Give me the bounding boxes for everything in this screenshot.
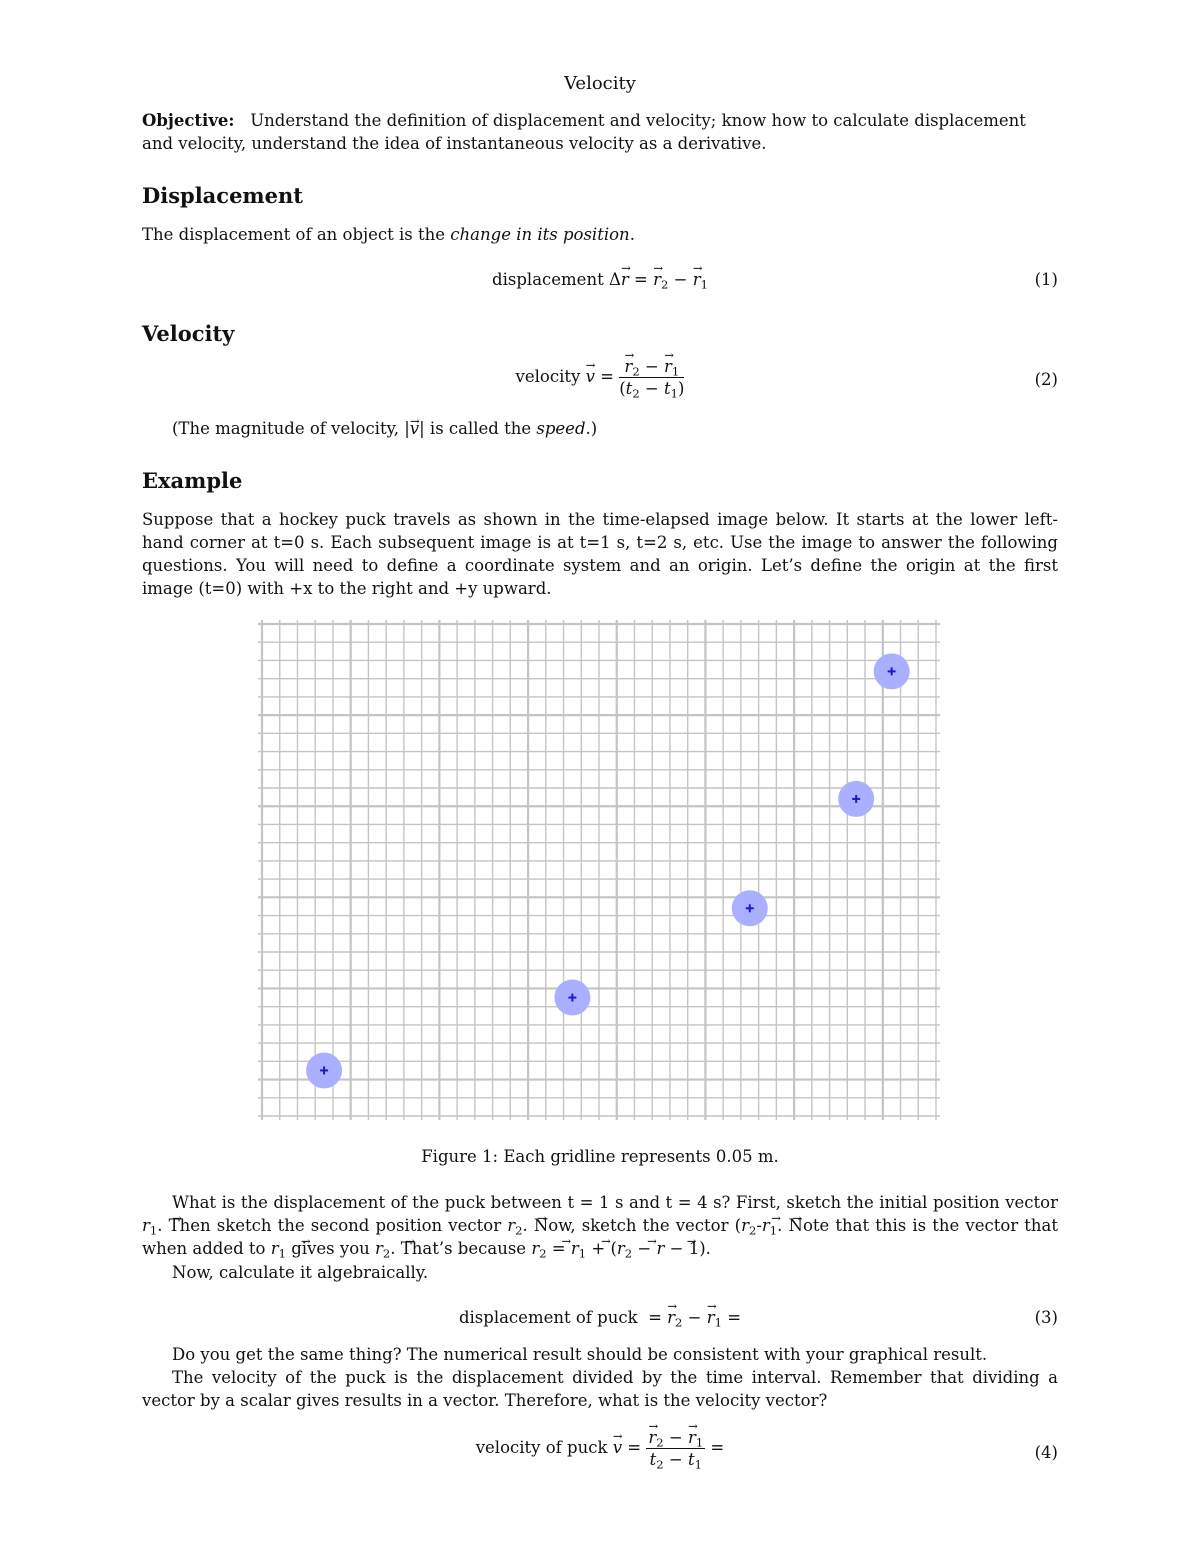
figure-caption: Figure 1: Each gridline represents 0.05 m. [421,1147,779,1166]
question-text-b: . Then sketch the second position vector [157,1216,508,1235]
objective-label: Objective: [142,111,235,130]
speed-note: (The magnitude of velocity, |→ v| is called the speed.) [172,417,597,440]
question-text-d: . Note that this is the vector that when added to [142,1216,1058,1258]
equation-2-label: velocity [515,367,581,386]
displacement-text: The displacement of an object is the [142,225,451,244]
equation-3-number: (3) [1034,1308,1058,1327]
equation-1: displacement Δ→ r = → $r_2$ − → $r_1$ [0,270,1200,289]
question-text-a: What is the displacement of the puck between t = 1 s and t = 4 s? First, sketch the initial position vector [172,1193,1058,1212]
puck-grid-figure [258,620,940,1120]
question-paragraph: What is the displacement of the puck between t = 1 s and t = 4 s? First, sketch the initial position vector → $r_1$. Then sketch the second position vector → $r_2$. Now, sketch the vector (→ $r_2-\to r_1$. Note that this is the vector that when added to → $r_1$ gives you → $r_2$. That’s because → $r_2$ = → $r_1$ + (→ $r_2$ − → r − 1). [142,1191,1058,1260]
question-text-e: gives you [285,1239,375,1258]
heading-velocity: Velocity [142,321,235,346]
example-paragraph: Suppose that a hockey puck travels as shown in the time-elapsed image below. It starts at the lower left-hand corner at t=0 s. Each subsequent image is at t=1 s, t=2 s, etc. Use the image to answer the following questions. You will need to define a coordinate system and an origin. Let’s define the origin at the first image (t=0) with +x to the right and +y upward. [142,510,1058,598]
page-title: Velocity [564,73,636,94]
puck-t0 [306,1052,342,1088]
objective-text: Understand the definition of displacement and velocity; know how to calculate displacement and velocity, understand the idea of instantaneous velocity as a derivative. [142,111,1026,153]
equation-4-number: (4) [1034,1443,1058,1462]
equation-4: velocity of puck → v = → $\frac{r_2 - \to r_1}{t_2 - t_1}$ = [0,1428,1200,1469]
grid-lines [258,620,940,1120]
displacement-definition [142,223,1058,246]
pucks [306,653,910,1088]
equation-2: velocity → v = → $\frac{r_2 - \to r_1}{(t_2 - t_1)}$ [0,357,1200,398]
speed-note-emphasis: speed [536,419,586,438]
same-thing-line: Do you get the same thing? The numerical result should be consistent with your graphical result. [172,1345,988,1364]
heading-example: Example [142,468,243,493]
speed-note-end: .) [585,419,598,438]
displacement-emphasis: change in its position [450,225,630,244]
equation-4-label: velocity of puck [475,1438,608,1457]
speed-note-text: (The magnitude of velocity, [172,419,405,438]
displacement-text-end: . [629,225,635,244]
equation-2-number: (2) [1034,370,1058,389]
question-text-f: . That’s because [390,1239,532,1258]
question-text-g: ). [699,1239,711,1258]
question-text-c: . Now, sketch the vector ( [522,1216,742,1235]
equation-1-label: displacement [492,270,604,289]
puck-t4 [874,653,910,689]
calc-line: Now, calculate it algebraically. [172,1263,429,1282]
velocity-paragraph: The velocity of the puck is the displacement divided by the time interval. Remember that dividing a vector by a scalar gives results in a vector. Therefore, what is the velocity vector? [142,1368,1058,1410]
puck-t3 [838,781,874,817]
objective [142,109,1058,155]
equation-3: displacement of puck = → $r_2$ − → $r_1$ = [0,1308,1200,1327]
speed-note-middle: is called the [424,419,537,438]
equation-1-number: (1) [1034,270,1058,289]
heading-displacement: Displacement [142,183,303,208]
puck-t1 [554,980,590,1016]
equation-3-label: displacement of puck [458,1308,638,1327]
puck-t2 [732,890,768,926]
